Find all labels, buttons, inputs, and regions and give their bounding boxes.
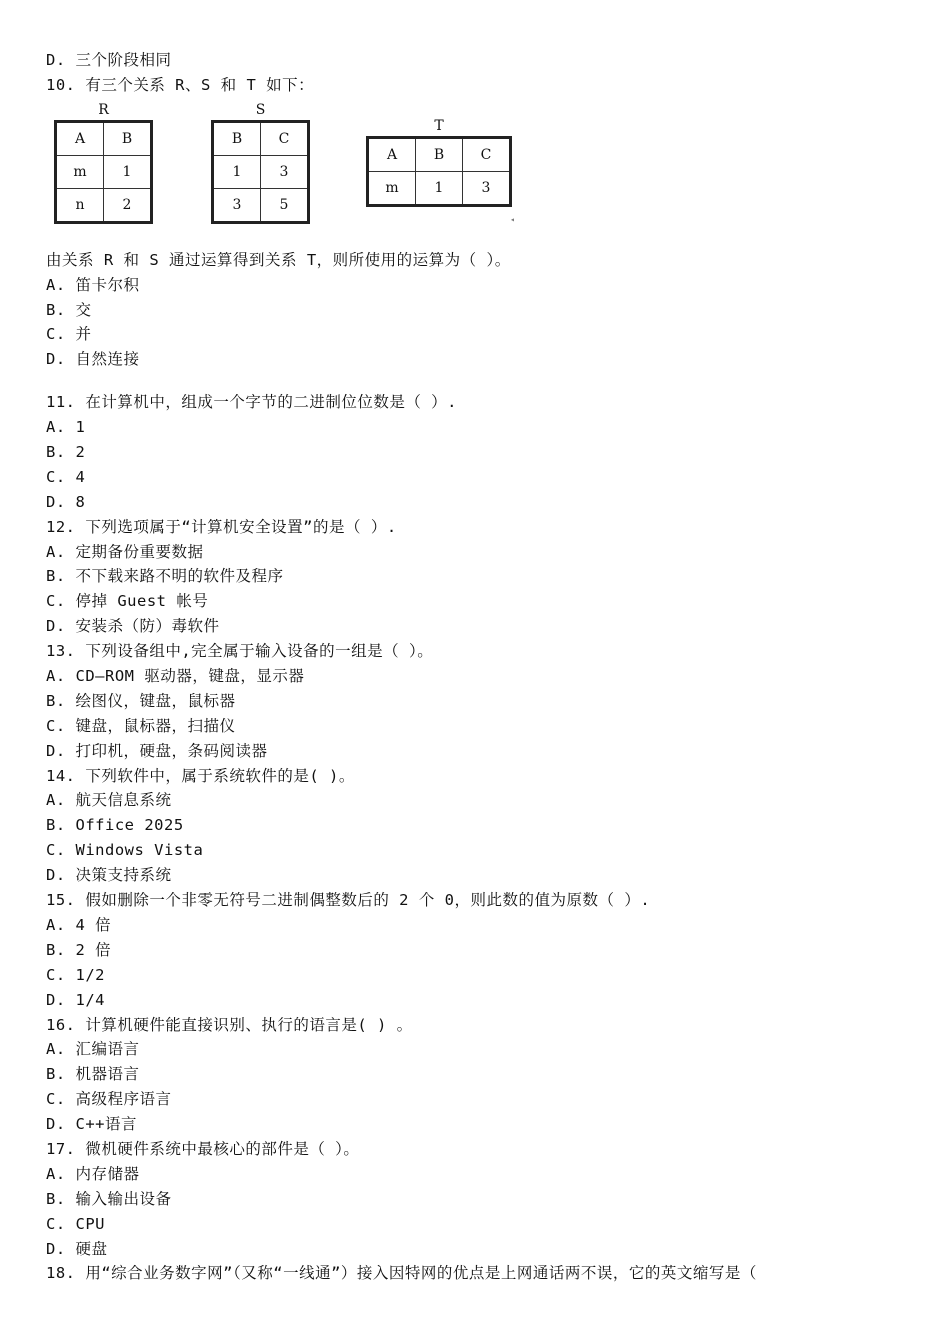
table-row <box>213 155 309 188</box>
text-line: B. 输入输出设备 <box>46 1189 172 1208</box>
text-line: B. 机器语言 <box>46 1065 140 1084</box>
questions-list <box>46 390 926 1286</box>
option-line: B. 交 <box>46 300 92 319</box>
spacer <box>46 372 926 390</box>
text-line: 13. 下列设备组中,完全属于输入设备的一组是（ ）。 <box>46 642 434 661</box>
table-cell: 3 <box>463 171 511 205</box>
text-line: A. CD—ROM 驱动器，键盘，显示器 <box>46 667 305 686</box>
relation-r-title: R <box>98 101 109 118</box>
relation-t-table <box>366 136 512 207</box>
text-line: C. 键盘，鼠标器，扫描仪 <box>46 716 236 735</box>
relation-t-title: T <box>434 117 444 134</box>
text-line: D. 1/4 <box>46 990 105 1009</box>
table-cell: C <box>261 121 309 155</box>
text-line: C. 高级程序语言 <box>46 1090 172 1109</box>
text-line: D. 决策支持系统 <box>46 866 172 885</box>
text-line: D. C++语言 <box>46 1115 137 1134</box>
text-line: B. 不下载来路不明的软件及程序 <box>46 567 284 586</box>
text-line: C. 停掉 Guest 帐号 <box>46 592 209 611</box>
text-line: 11. 在计算机中，组成一个字节的二进制位位数是（ ）. <box>46 393 457 412</box>
text-line: 14. 下列软件中，属于系统软件的是( )。 <box>46 766 355 785</box>
text-line: A. 汇编语言 <box>46 1040 140 1059</box>
text-line: B. 绘图仪，键盘，鼠标器 <box>46 691 236 710</box>
text-line: A. 1 <box>46 418 86 437</box>
table-cell: 5 <box>261 188 309 222</box>
relation-tables-figure <box>46 100 926 248</box>
table-cell: B <box>213 121 261 155</box>
text-line: 17. 微机硬件系统中最核心的部件是（ ）。 <box>46 1139 360 1158</box>
text-line: D. 打印机，硬盘，条码阅读器 <box>46 741 268 760</box>
option-line: A. 笛卡尔积 <box>46 275 140 294</box>
table-row <box>368 137 511 171</box>
table-cell: A <box>368 137 416 171</box>
text-line: C. 4 <box>46 467 86 486</box>
table-cell: m <box>368 171 416 205</box>
table-cell: A <box>56 121 104 155</box>
scan-mark-icon: ◂ <box>510 214 515 224</box>
table-row <box>213 121 309 155</box>
table-cell: B <box>416 137 463 171</box>
text-line: D. 安装杀（防）毒软件 <box>46 617 220 636</box>
text-line: D. 硬盘 <box>46 1239 108 1258</box>
table-cell: C <box>463 137 511 171</box>
text-line: A. 4 倍 <box>46 915 112 934</box>
option-line: D. 自然连接 <box>46 350 140 369</box>
text-line: 16. 计算机硬件能直接识别、执行的语言是( ) 。 <box>46 1015 413 1034</box>
text-line: B. Office 2025 <box>46 816 184 835</box>
text-line: D. 8 <box>46 492 86 511</box>
text-line: C. Windows Vista <box>46 841 204 860</box>
text-line: 15. 假如删除一个非零无符号二进制偶整数后的 2 个 0，则此数的值为原数（ ）. <box>46 891 651 910</box>
table-cell: 3 <box>213 188 261 222</box>
table-cell: 1 <box>416 171 463 205</box>
table-cell: 2 <box>104 188 152 222</box>
text-line: A. 定期备份重要数据 <box>46 542 204 561</box>
text-line: 由关系 R 和 S 通过运算得到关系 T，则所使用的运算为（ ）。 <box>46 250 511 269</box>
table-cell: 3 <box>261 155 309 188</box>
relation-s <box>211 100 310 224</box>
table-row <box>368 171 511 205</box>
text-line: D. 三个阶段相同 <box>46 51 172 69</box>
relation-r-table <box>54 120 153 224</box>
table-cell: B <box>104 121 152 155</box>
table-row <box>56 155 152 188</box>
relation-r <box>54 100 153 224</box>
relation-s-title: S <box>255 101 266 118</box>
table-cell: 1 <box>213 155 261 188</box>
question-10-stem: 10. 有三个关系 R、S 和 T 如下： <box>46 75 315 94</box>
text-line: C. CPU <box>46 1214 105 1233</box>
text-line: 12. 下列选项属于“计算机安全设置”的是（ ）. <box>46 517 397 536</box>
table-row <box>56 121 152 155</box>
text-line: A. 航天信息系统 <box>46 791 172 810</box>
table-cell: m <box>56 155 104 188</box>
text-line: B. 2 <box>46 443 86 462</box>
table-row <box>56 188 152 222</box>
document-page <box>46 48 926 1286</box>
relation-s-table <box>211 120 310 224</box>
question-10-block <box>46 248 926 372</box>
text-line: A. 内存储器 <box>46 1164 140 1183</box>
option-line: C. 并 <box>46 325 92 344</box>
text-line: 18. 用“综合业务数字网”（又称“一线通”）接入因特网的优点是上网通话两不误，它的英文缩写是（ <box>46 1264 757 1283</box>
table-cell: n <box>56 188 104 222</box>
text-line: C. 1/2 <box>46 965 105 984</box>
relation-t <box>366 116 512 207</box>
text-line: B. 2 倍 <box>46 940 112 959</box>
table-row <box>213 188 309 222</box>
table-cell: 1 <box>104 155 152 188</box>
